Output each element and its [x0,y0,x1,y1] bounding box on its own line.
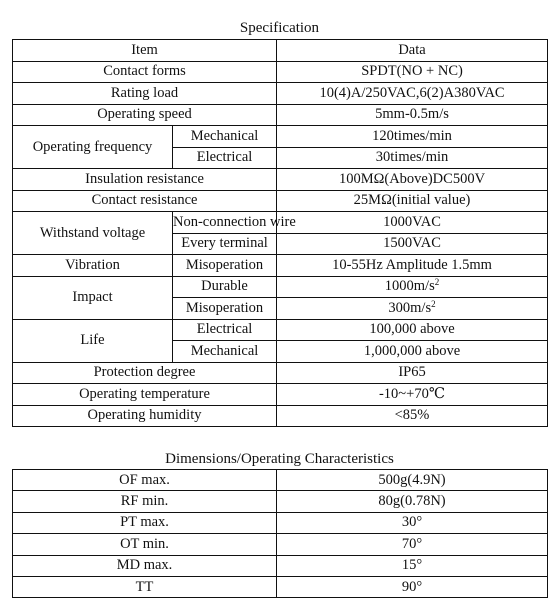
contact-forms-label: Contact forms [13,61,277,83]
life-label: Life [13,319,173,362]
operating-speed-label: Operating speed [13,104,277,126]
dims-label: PT max. [13,512,277,533]
table-row [13,276,548,298]
rating-load-value: 10(4)A/250VAC,6(2)A380VAC [277,83,548,105]
dims-label: MD max. [13,555,277,576]
frequency-electrical-value: 30times/min [277,147,548,169]
impact-label: Impact [13,276,173,319]
dims-label: OF max. [13,470,277,491]
operating-humidity-label: Operating humidity [13,405,277,427]
operating-frequency-label: Operating frequency [13,126,173,169]
impact-misoperation-number: 300m/s [388,299,432,316]
vibration-misoperation-label: Misoperation [173,255,277,277]
table-row [13,512,548,533]
impact-misoperation-label: Misoperation [173,298,277,320]
life-electrical-value: 100,000 above [277,319,548,341]
frequency-mechanical-label: Mechanical [173,126,277,148]
contact-forms-value: SPDT(NO + NC) [277,61,548,83]
table-row [13,384,548,406]
table-row [13,255,548,277]
table-row [13,491,548,512]
dims-value: 70° [277,534,548,555]
life-mechanical-value: 1,000,000 above [277,341,548,363]
protection-degree-label: Protection degree [13,362,277,384]
table-row [13,555,548,576]
dims-value: 80g(0.78N) [277,491,548,512]
impact-durable-number: 1000m/s [384,278,435,295]
operating-temperature-label: Operating temperature [13,384,277,406]
data-header: Data [277,40,548,62]
table-row [13,61,548,83]
table-row [13,362,548,384]
table-row [13,212,548,234]
table-row [13,470,548,491]
table-row [13,126,548,148]
impact-durable-exponent: 2 [434,277,440,288]
table-row [13,104,548,126]
dims-value: 90° [277,576,548,597]
withstand-voltage-label: Withstand voltage [13,212,173,255]
table-row [13,534,548,555]
dims-label: TT [13,576,277,597]
dimensions-title: Dimensions/Operating Characteristics [165,451,394,467]
vibration-label: Vibration [13,255,173,277]
specification-table [12,39,548,427]
table-row [13,405,548,427]
table-row [13,576,548,597]
dims-value: 30° [277,512,548,533]
life-electrical-label: Electrical [173,319,277,341]
impact-durable-value [277,276,548,298]
frequency-electrical-label: Electrical [173,147,277,169]
non-connection-wire-label: Non-connection wire [173,212,277,234]
rating-load-label: Rating load [13,83,277,105]
insulation-resistance-value: 100MΩ(Above)DC500V [277,169,548,191]
table-row [13,83,548,105]
operating-humidity-value: <85% [277,405,548,427]
specification-title: Specification [239,20,320,36]
vibration-value: 10-55Hz Amplitude 1.5mm [277,255,548,277]
dims-label: OT min. [13,534,277,555]
every-terminal-value: 1500VAC [277,233,548,255]
non-connection-wire-value: 1000VAC [277,212,548,234]
dims-value: 15° [277,555,548,576]
contact-resistance-label: Contact resistance [13,190,277,212]
table-row [13,319,548,341]
dims-label: RF min. [13,491,277,512]
impact-durable-label: Durable [173,276,277,298]
operating-temperature-value: -10~+70℃ [277,384,548,406]
table-row [13,169,548,191]
frequency-mechanical-value: 120times/min [277,126,548,148]
insulation-resistance-label: Insulation resistance [13,169,277,191]
item-header: Item [13,40,277,62]
life-mechanical-label: Mechanical [173,341,277,363]
operating-speed-value: 5mm-0.5m/s [277,104,548,126]
table-row [13,190,548,212]
impact-misoperation-exponent: 2 [431,298,436,309]
impact-misoperation-value [277,298,548,320]
every-terminal-label: Every terminal [173,233,277,255]
table-header-row [13,40,548,62]
dims-value: 500g(4.9N) [277,470,548,491]
protection-degree-value: IP65 [277,362,548,384]
contact-resistance-value: 25MΩ(initial value) [277,190,548,212]
dimensions-table [12,469,548,598]
